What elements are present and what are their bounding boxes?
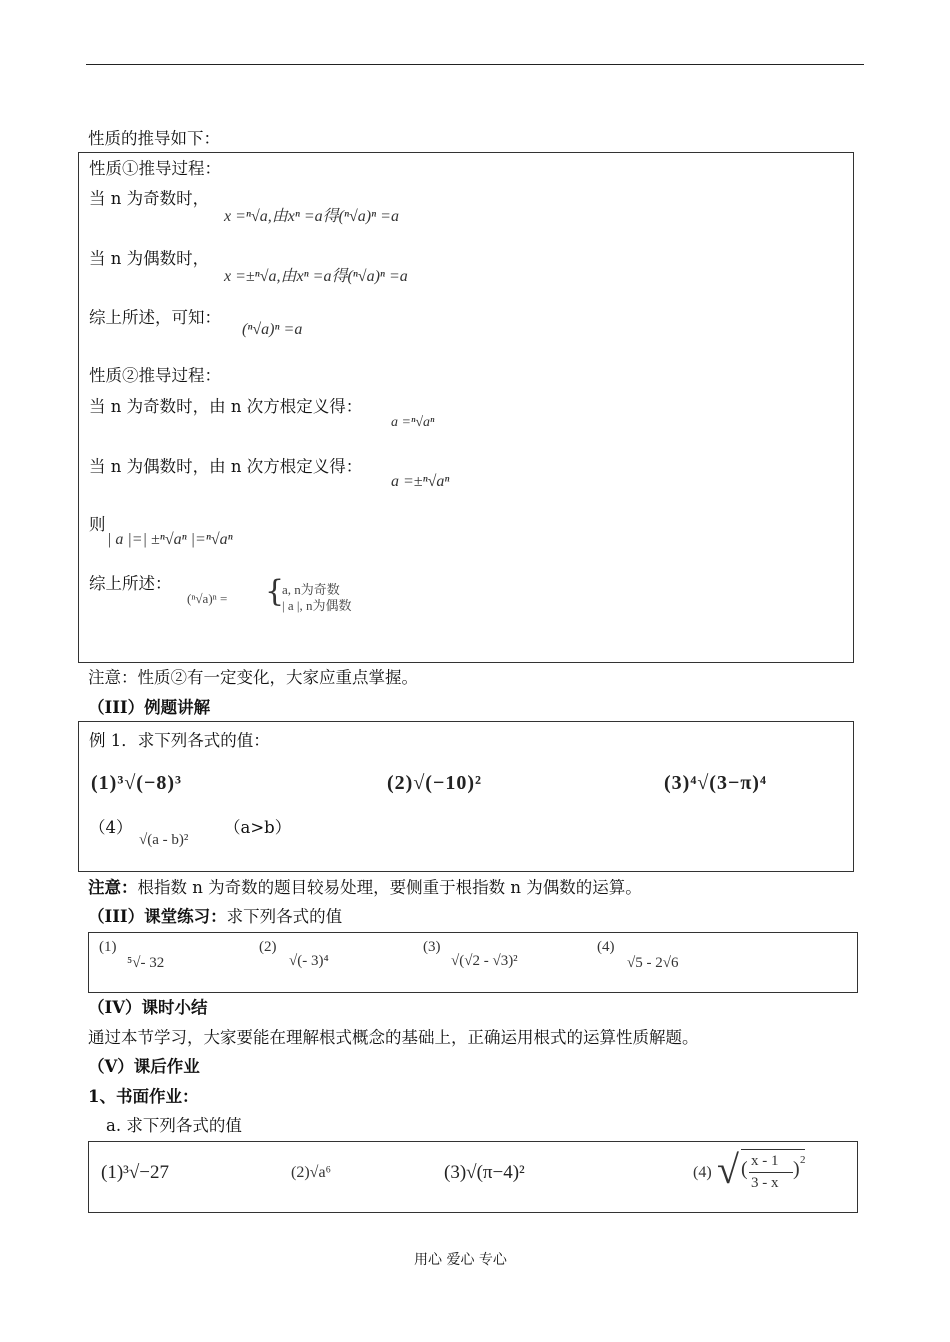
derivation-box bbox=[78, 152, 854, 663]
homework-expr-4-fraction-bar bbox=[749, 1172, 793, 1173]
property2-odd-formula: a =ⁿ√aⁿ bbox=[391, 415, 435, 430]
homework-expr-2: (2)√a⁶ bbox=[291, 1164, 332, 1181]
note-text: 根指数 n 为奇数的题目较易处理，要侧重于根指数 n 为偶数的运算。 bbox=[137, 878, 642, 897]
property2-odd-case: 当 n 为奇数时，由 n 次方根定义得： bbox=[89, 397, 363, 416]
property2-summary-lhs: (ⁿ√a)ⁿ = bbox=[187, 591, 228, 606]
note-property2: 注意：性质②有一定变化，大家应重点掌握。 bbox=[88, 668, 418, 687]
homework-expr-4-open-paren: ( bbox=[741, 1158, 748, 1180]
homework-box bbox=[88, 1141, 858, 1213]
property1-summary-formula: (ⁿ√a)ⁿ =a bbox=[242, 321, 303, 338]
property2-title: 性质②推导过程： bbox=[89, 366, 221, 385]
note-even-index bbox=[88, 878, 642, 898]
written-homework-heading: 1、书面作业： bbox=[88, 1087, 199, 1106]
practice-2-formula: √(- 3)⁴ bbox=[289, 953, 329, 969]
practice-1-label: (1) bbox=[99, 939, 117, 955]
homework-expr-1: (1)³√−27 bbox=[101, 1162, 169, 1183]
example-title: 例 1．求下列各式的值： bbox=[89, 731, 270, 750]
property1-odd-formula: x =ⁿ√a,由xⁿ =a得(ⁿ√a)ⁿ =a bbox=[224, 208, 399, 225]
property2-case-even: | a |, n为偶数 bbox=[282, 598, 352, 613]
property2-even-case: 当 n 为偶数时，由 n 次方根定义得： bbox=[89, 457, 363, 476]
property1-even-case: 当 n 为偶数时， bbox=[89, 249, 210, 268]
practice-1-formula: ⁵√- 32 bbox=[127, 955, 165, 971]
summary-heading: （IV）课时小结 bbox=[88, 998, 208, 1017]
example-box bbox=[78, 721, 854, 872]
homework-a-text: a. 求下列各式的值 bbox=[106, 1116, 242, 1135]
cases-brace: { bbox=[265, 574, 285, 609]
example-expr-1: (1)³√(−8)³ bbox=[91, 772, 183, 794]
summary-text: 通过本节学习，大家要能在理解根式概念的基础上，正确运用根式的运算性质解题。 bbox=[88, 1028, 699, 1047]
homework-heading: （V）课后作业 bbox=[88, 1057, 200, 1076]
practice-4-formula: √5 - 2√6 bbox=[627, 955, 679, 971]
property2-case-odd: a, n为奇数 bbox=[282, 582, 340, 597]
practice-box bbox=[88, 932, 858, 993]
practice-heading: （III）课堂练习： bbox=[88, 907, 227, 926]
property1-summary: 综上所述，可知： bbox=[89, 308, 221, 327]
example-expr-4-label: （4） bbox=[89, 818, 133, 837]
homework-expr-4-close-paren: ) bbox=[793, 1158, 800, 1180]
example-expr-4-condition: （a>b） bbox=[224, 818, 292, 837]
note-label: 注意： bbox=[88, 878, 138, 897]
page-footer: 用心 爱心 专心 bbox=[414, 1252, 507, 1268]
homework-expr-4-vinculum bbox=[741, 1149, 805, 1150]
homework-expr-4-denominator: 3 - x bbox=[751, 1175, 779, 1191]
property1-odd-case: 当 n 为奇数时， bbox=[89, 189, 210, 208]
property2-then: 则 bbox=[89, 515, 106, 534]
homework-expr-4-exponent: 2 bbox=[800, 1154, 806, 1166]
practice-2-label: (2) bbox=[259, 939, 277, 955]
intro-text: 性质的推导如下： bbox=[88, 129, 220, 148]
practice-3-formula: √(√2 - √3)² bbox=[451, 953, 518, 969]
example-expr-3: (3)⁴√(3−π)⁴ bbox=[664, 772, 767, 794]
example-expr-4: √(a - b)² bbox=[139, 832, 189, 848]
practice-4-label: (4) bbox=[597, 939, 615, 955]
property2-summary: 综上所述： bbox=[89, 574, 172, 593]
property2-then-formula: | a |=| ±ⁿ√aⁿ |=ⁿ√aⁿ bbox=[107, 531, 233, 548]
property1-even-formula: x =±ⁿ√a,由xⁿ =a得(ⁿ√a)ⁿ =a bbox=[224, 268, 408, 285]
property1-title: 性质①推导过程： bbox=[89, 159, 221, 178]
property2-even-formula: a =±ⁿ√aⁿ bbox=[391, 473, 450, 490]
practice-text: 求下列各式的值 bbox=[226, 907, 343, 926]
practice-3-label: (3) bbox=[423, 939, 441, 955]
practice-heading-line bbox=[88, 907, 342, 927]
homework-expr-4-numerator: x - 1 bbox=[751, 1153, 779, 1169]
example-expr-2: (2)√(−10)² bbox=[387, 772, 483, 794]
header-rule bbox=[86, 64, 864, 65]
section-examples-heading: （III）例题讲解 bbox=[88, 698, 211, 717]
homework-expr-4-radical: √ bbox=[717, 1147, 739, 1192]
homework-expr-4-label: (4) bbox=[693, 1164, 712, 1181]
homework-expr-3: (3)√(π−4)² bbox=[444, 1162, 525, 1183]
